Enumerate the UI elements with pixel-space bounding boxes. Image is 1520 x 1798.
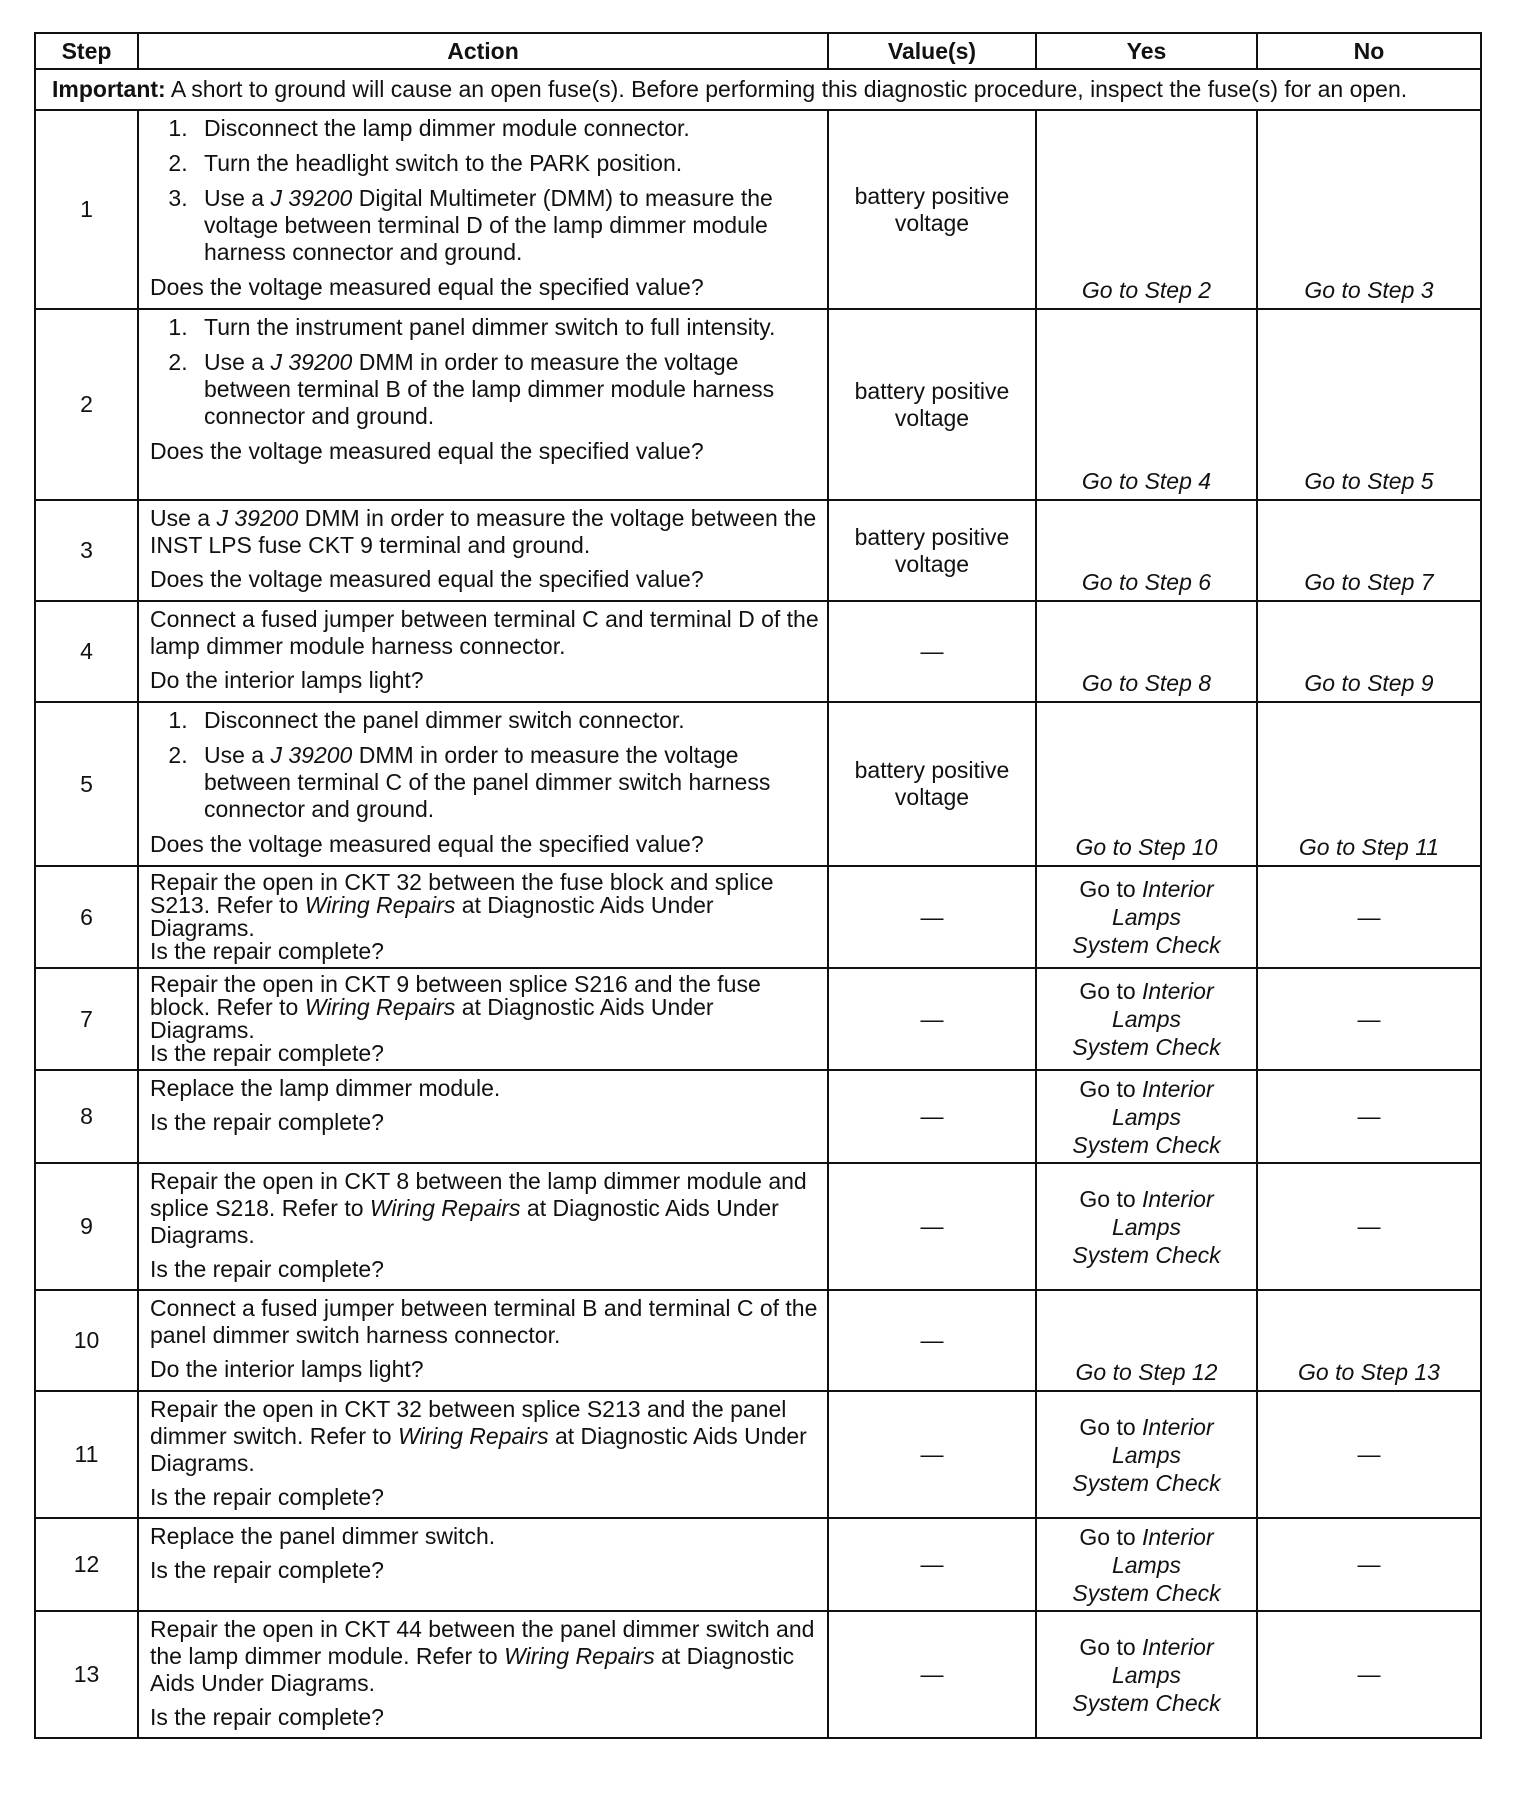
action-cell [138,968,828,1070]
substep: 1. Turn the instrument panel dimmer switch to full intensity. [194,314,819,341]
question: Does the voltage measured equal the specified value? [150,566,704,592]
ref-line1: Interior [1142,1075,1214,1102]
no-cell [1257,500,1481,601]
empty-dash: — [920,1441,944,1467]
action-text [150,1616,819,1697]
no-cell [1257,1163,1481,1290]
substep [194,185,819,266]
question: Does the voltage measured equal the specified value? [150,274,704,300]
tool-ref: J 39200 [216,505,299,531]
empty-dash: — [1357,1441,1381,1467]
no-cell [1257,110,1481,309]
substep [194,742,819,823]
substep-text: DMM in order to measure the voltage between terminal B of the lamp dimmer module harness connector and ground. [204,349,775,429]
value-cell [828,601,1036,702]
step-number: 8 [35,1070,138,1163]
ref-line3: System Check [1072,1689,1221,1716]
important-text: A short to ground will cause an open fuse(s). Before performing this diagnostic procedure, inspect the fuse(s) for an open. [165,76,1408,102]
ref-prefix: Go to [1079,1523,1143,1550]
action-text [150,1168,819,1249]
question: Is the repair complete? [150,1040,384,1066]
substep: 1. Disconnect the panel dimmer switch connector. [194,707,819,734]
go-to-step-link[interactable]: Go to Step 4 [1081,468,1212,494]
no-cell [1257,601,1481,702]
action-cell [138,702,828,866]
step-number: 1 [35,110,138,309]
substep-text: Use a [204,349,271,375]
action-cell [138,866,828,968]
interior-lamps-check-link[interactable] [1037,1633,1256,1717]
table-row [35,1611,1481,1738]
ref-line1: Interior [1142,1413,1214,1440]
action-text-part: DMM in order to measure the voltage between the INST LPS fuse CKT 9 terminal and ground. [150,505,817,558]
question: Is the repair complete? [150,1256,384,1282]
yes-cell [1036,702,1257,866]
substep-list [150,115,819,266]
no-cell [1257,1518,1481,1611]
action-cell [138,500,828,601]
empty-dash: — [920,1327,944,1353]
go-to-step-link[interactable]: Go to Step 3 [1304,277,1434,303]
action-text [150,973,819,1042]
ref-line3: System Check [1072,1241,1221,1268]
interior-lamps-check-link[interactable] [1037,875,1256,959]
action-cell [138,1391,828,1518]
interior-lamps-check-link[interactable] [1037,1185,1256,1269]
substep [194,349,819,430]
table-row [35,601,1481,702]
interior-lamps-check-link[interactable] [1037,1075,1256,1159]
action-text: Connect a fused jumper between terminal B and terminal C of the panel dimmer switch harness connector. [150,1295,818,1348]
action-text-part: at Diagnostic Aids Under Diagrams. [150,1423,807,1476]
table-row [35,1518,1481,1611]
empty-dash: — [920,1005,944,1032]
value-cell: battery positive voltage [828,309,1036,500]
ref-line2: Lamps [1111,904,1182,930]
value-cell [828,1518,1036,1611]
wiring-repairs-ref: Wiring Repairs [397,1423,549,1449]
ref-line2: Lamps [1111,1213,1182,1240]
action-text: Connect a fused jumper between terminal C and terminal D of the lamp dimmer module harness connector. [150,606,819,659]
important-row [35,69,1481,110]
go-to-step-link[interactable]: Go to Step 8 [1081,670,1212,696]
step-number: 6 [35,866,138,968]
action-text-part: at Diagnostic Aids Under Diagrams. [150,994,714,1043]
ref-prefix: Go to [1079,1633,1143,1660]
question: Is the repair complete? [150,1484,384,1510]
value-cell: battery positive voltage [828,500,1036,601]
empty-dash: — [920,1103,944,1129]
tool-ref: J 39200 [270,185,353,211]
ref-line3: System Check [1072,1469,1221,1496]
empty-dash: — [920,638,944,664]
ref-line2: Lamps [1111,1441,1182,1468]
no-cell [1257,968,1481,1070]
no-cell [1257,1391,1481,1518]
table-row [35,309,1481,500]
action-cell [138,309,828,500]
ref-line1: Interior [1142,978,1214,1004]
question: Does the voltage measured equal the specified value? [150,831,704,857]
wiring-repairs-ref: Wiring Repairs [304,994,456,1020]
action-text-part: Repair the open in CKT 9 between splice S216 and the fuse block. Refer to [150,971,761,1020]
step-number: 3 [35,500,138,601]
header-yes: Yes [1036,33,1257,69]
question: Is the repair complete? [150,1704,384,1730]
action-text: Replace the panel dimmer switch. [150,1523,496,1549]
go-to-step-link[interactable]: Go to Step 6 [1081,569,1212,595]
action-text-part: at Diagnostic Aids Under Diagrams. [150,1643,795,1696]
table-row [35,1163,1481,1290]
step-number: 4 [35,601,138,702]
yes-cell [1036,1391,1257,1518]
header-step: Step [35,33,138,69]
substep-text: Use a [204,185,271,211]
question: Does the voltage measured equal the specified value? [150,438,704,464]
empty-dash: — [1357,1103,1381,1129]
wiring-repairs-ref: Wiring Repairs [369,1195,521,1221]
ref-prefix: Go to [1079,978,1143,1004]
yes-cell [1036,1518,1257,1611]
empty-dash: — [1357,1005,1381,1032]
action-text-part: Repair the open in CKT 32 between the fuse block and splice S213. Refer to [150,869,774,918]
header-row [35,33,1481,69]
go-to-step-link[interactable]: Go to Step 13 [1298,1359,1440,1385]
go-to-step-link[interactable]: Go to Step 5 [1304,468,1434,494]
action-text [150,871,819,940]
action-cell [138,110,828,309]
empty-dash: — [1357,903,1381,930]
substep-text: DMM in order to measure the voltage between terminal C of the panel dimmer switch harness connector and ground. [204,742,771,822]
ref-prefix: Go to [1079,1075,1143,1102]
ref-prefix: Go to [1079,876,1143,902]
wiring-repairs-ref: Wiring Repairs [304,892,456,918]
tool-ref: J 39200 [270,349,353,375]
go-to-step-link[interactable]: Go to Step 12 [1075,1359,1218,1385]
action-cell [138,1290,828,1391]
header-action: Action [138,33,828,69]
substep-text: Use a [204,742,271,768]
action-text: Replace the lamp dimmer module. [150,1075,501,1101]
table-row [35,866,1481,968]
ref-line1: Interior [1142,1523,1214,1550]
question: Is the repair complete? [150,938,384,964]
yes-cell [1036,866,1257,968]
question: Do the interior lamps light? [150,1356,424,1382]
ref-line3: System Check [1072,1034,1221,1060]
yes-cell [1036,601,1257,702]
action-cell [138,1163,828,1290]
step-number: 10 [35,1290,138,1391]
important-label: Important: [52,76,166,102]
ref-line3: System Check [1072,932,1221,958]
ref-line3: System Check [1072,1131,1221,1158]
action-text-part: Repair the open in CKT 44 between the panel dimmer switch and the lamp dimmer module. Refer to [150,1616,815,1669]
yes-cell [1036,1163,1257,1290]
no-cell [1257,1070,1481,1163]
empty-dash: — [920,1661,944,1687]
yes-cell [1036,309,1257,500]
empty-dash: — [1357,1661,1381,1687]
ref-line2: Lamps [1111,1551,1182,1578]
value-cell [828,1611,1036,1738]
go-to-step-link[interactable]: Go to Step 2 [1081,277,1212,303]
no-cell [1257,1611,1481,1738]
diagnostic-table [34,32,1482,1739]
yes-cell [1036,1611,1257,1738]
ref-line2: Lamps [1111,1006,1182,1032]
substep: 2. Turn the headlight switch to the PARK position. [194,150,819,177]
step-number: 11 [35,1391,138,1518]
yes-cell [1036,1070,1257,1163]
action-text-part: at Diagnostic Aids Under Diagrams. [150,1195,779,1248]
go-to-step-link[interactable]: Go to Step 7 [1304,569,1434,595]
step-number: 9 [35,1163,138,1290]
ref-line3: System Check [1072,1579,1221,1606]
step-number: 13 [35,1611,138,1738]
interior-lamps-check-link[interactable] [1037,1523,1256,1607]
action-text [150,1396,819,1477]
action-text-part: Repair the open in CKT 8 between the lamp dimmer module and splice S218. Refer to [150,1168,807,1221]
action-cell [138,601,828,702]
step-number: 12 [35,1518,138,1611]
go-to-step-link[interactable]: Go to Step 9 [1304,670,1434,696]
no-cell [1257,702,1481,866]
important-note [35,69,1481,110]
table-row [35,1070,1481,1163]
yes-cell [1036,968,1257,1070]
value-cell [828,968,1036,1070]
action-text-part: Use a [150,505,217,531]
question: Is the repair complete? [150,1557,384,1583]
question: Do the interior lamps light? [150,667,424,693]
empty-dash: — [1357,1551,1381,1577]
value-cell: battery positive voltage [828,110,1036,309]
step-number: 5 [35,702,138,866]
ref-line1: Interior [1142,1633,1214,1660]
action-text [150,505,819,559]
value-cell: battery positive voltage [828,702,1036,866]
table-row [35,1391,1481,1518]
table-row [35,702,1481,866]
ref-line2: Lamps [1111,1661,1182,1688]
interior-lamps-check-link[interactable] [1037,977,1256,1061]
header-no: No [1257,33,1481,69]
table-row [35,1290,1481,1391]
table-row [35,968,1481,1070]
header-values: Value(s) [828,33,1036,69]
empty-dash: — [920,1551,944,1577]
no-cell [1257,309,1481,500]
value-cell [828,866,1036,968]
action-cell [138,1070,828,1163]
substep-list [150,707,819,823]
substep-list [150,314,819,430]
action-text-part: at Diagnostic Aids Under Diagrams. [150,892,714,941]
question: Is the repair complete? [150,1109,384,1135]
value-cell [828,1290,1036,1391]
go-to-step-link[interactable]: Go to Step 11 [1298,834,1440,860]
interior-lamps-check-link[interactable] [1037,1413,1256,1497]
tool-ref: J 39200 [270,742,353,768]
wiring-repairs-ref: Wiring Repairs [504,1643,655,1669]
empty-dash: — [1357,1213,1381,1239]
value-cell [828,1070,1036,1163]
ref-line2: Lamps [1111,1103,1182,1130]
action-cell [138,1611,828,1738]
ref-line1: Interior [1142,876,1214,902]
ref-line1: Interior [1142,1185,1214,1212]
yes-cell [1036,500,1257,601]
ref-prefix: Go to [1079,1185,1143,1212]
table-row [35,500,1481,601]
value-cell [828,1391,1036,1518]
yes-cell [1036,1290,1257,1391]
table-row [35,110,1481,309]
no-cell [1257,1290,1481,1391]
substep: 1. Disconnect the lamp dimmer module connector. [194,115,819,142]
step-number: 2 [35,309,138,500]
substep-text: Digital Multimeter (DMM) to measure the voltage between terminal D of the lamp dimmer module harness connector and ground. [204,185,773,265]
no-cell [1257,866,1481,968]
value-cell [828,1163,1036,1290]
go-to-step-link[interactable]: Go to Step 10 [1075,834,1218,860]
action-cell [138,1518,828,1611]
empty-dash: — [920,1213,944,1239]
action-text-part: Repair the open in CKT 32 between splice S213 and the panel dimmer switch. Refer to [150,1396,787,1449]
yes-cell [1036,110,1257,309]
empty-dash: — [920,903,944,930]
ref-prefix: Go to [1079,1413,1143,1440]
step-number: 7 [35,968,138,1070]
